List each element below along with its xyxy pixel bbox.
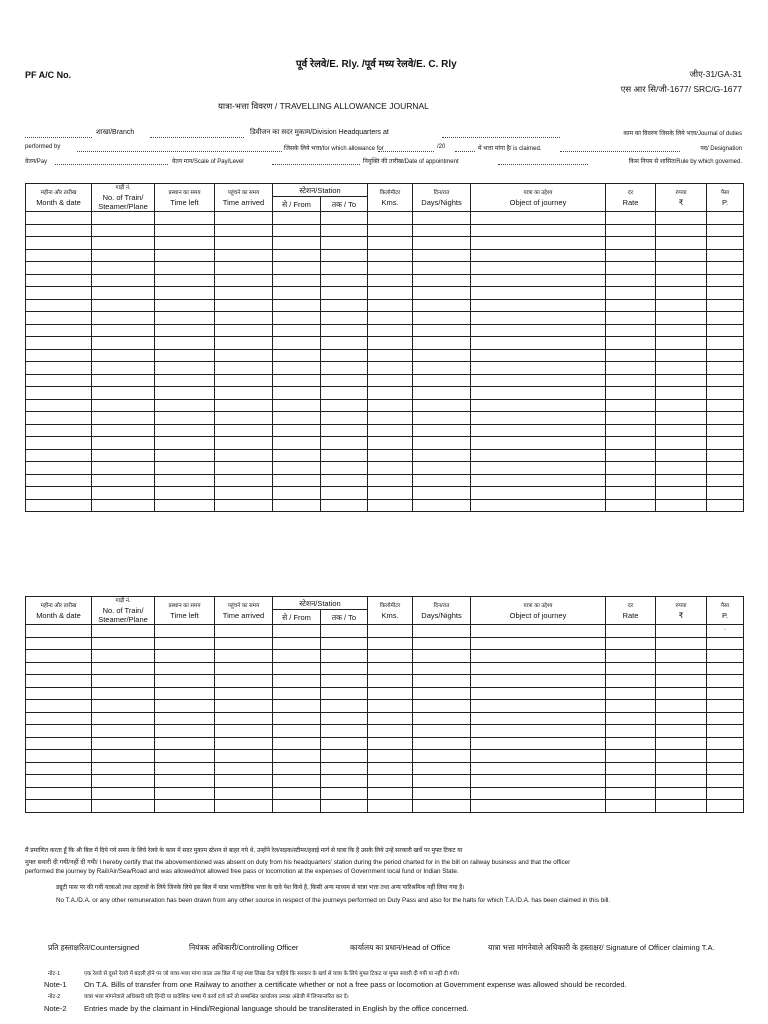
col-month-date: महीना और तारीख Month & date — [26, 597, 92, 625]
certificate-line-1: मैं प्रमाणित करता हूँ कि श्री बिल में दिये गये समय के लिये रेलवे के काम में सदर मुकाम स्टेशन से बाहर गये थे, उन्होंने रेल/सड़क/स्टीमर/हवाई मार्ग से यात्रा कि है उसके लिये उन्हें सरकारी खर्चे पर मुफ्त टिकट या — [25, 848, 463, 854]
table-row[interactable] — [26, 775, 744, 788]
table-row[interactable] — [26, 424, 744, 437]
form-code-ga: जीए-31/GA-31 — [689, 69, 742, 79]
table-row[interactable] — [26, 262, 744, 275]
branch-label: शाखा/Branch — [96, 129, 135, 136]
date-of-appointment-field[interactable] — [498, 164, 588, 165]
countersigned-label: प्रति हस्ताक्षरित/Countersigned — [48, 943, 140, 952]
journal-table-2 — [25, 596, 744, 813]
note-2-text: Entries made by the claimant in Hindi/Regional language should be transliterated in English by the office concerned. — [84, 1004, 469, 1013]
col-time-left: प्रस्थान का समय Time left — [155, 597, 215, 625]
designation-label: पद/ Designation — [700, 146, 742, 152]
col-paise: पैसा P. — [707, 184, 744, 212]
table-row[interactable] — [26, 249, 744, 262]
certificate-line-4: ड्यूटी पास पर की गयी यात्राओं तथा ठहरावों के लिये जिनके लिये इस बिल में यात्रा भत्ता/दैनिक भत्ता के दावे पेश किये है, किसी अन्य माध्यम से यात्रा भत्ता तथा अन्य पारिश्रमिक नहीं लिया गया है। — [56, 885, 465, 891]
certificate-line-5: No T.A./D.A. or any other remuneration has been drawn from any other source in respect of the journeys performed on Duty Pass and also for the halts for which T.A./D.A. has been claimed in this bill. — [56, 897, 611, 904]
table-row[interactable] — [26, 287, 744, 300]
table-row[interactable] — [26, 324, 744, 337]
table-row[interactable] — [26, 787, 744, 800]
table-row[interactable] — [26, 675, 744, 688]
table-row[interactable] — [26, 337, 744, 350]
table-row[interactable] — [26, 224, 744, 237]
head-of-office-label: कार्यालय का प्रधान/Head of Office — [350, 943, 451, 952]
journal-title: यात्रा-भत्ता विवरण / TRAVELLING ALLOWANCE JOURNAL — [218, 101, 429, 111]
table-row[interactable] — [26, 700, 744, 713]
table-row[interactable] — [26, 800, 744, 813]
controlling-officer-label: नियंत्रक अधिकारी/Controlling Officer — [189, 943, 299, 952]
performed-by-field[interactable] — [77, 151, 282, 152]
table-row[interactable] — [26, 712, 744, 725]
col-object: यात्रा का उद्देश्य Object of journey — [471, 184, 606, 212]
journal-duties-label: काम का विवरण जिसके लिये भत्ता/Journal of duties — [623, 131, 742, 137]
col-days-nights: दिन/रात Days/Nights — [413, 597, 471, 625]
table-row[interactable] — [26, 499, 744, 512]
table-row[interactable] — [26, 349, 744, 362]
form-code-src: एस आर सि/जी-1677/ SRC/G-1677 — [620, 84, 742, 94]
is-claimed-label: में भत्ता मांगा है/ is claimed. — [478, 146, 542, 152]
col-time-arrived: पहुंचने का समय Time arrived — [215, 597, 273, 625]
table-row[interactable] — [26, 625, 744, 638]
performed-by-label: performed by — [25, 144, 61, 150]
table-row[interactable] — [26, 374, 744, 387]
table-row[interactable] — [26, 750, 744, 763]
col-station-group: स्टेशन/Station — [273, 597, 368, 610]
scale-of-pay-field[interactable] — [272, 164, 360, 165]
col-station-to: तक / To — [321, 610, 368, 625]
branch-value-field[interactable] — [150, 137, 244, 138]
col-station-from: से / From — [273, 197, 321, 212]
col-rupees: रुपया ₹ — [656, 597, 707, 625]
note-2-label: Note-2 — [44, 1004, 67, 1013]
year-prefix: /20 — [437, 144, 446, 150]
col-rate: दर Rate — [606, 597, 656, 625]
scale-of-pay-label: वेतन मान/Scale of Pay/Level — [172, 159, 244, 165]
col-days-nights: दिन/रात Days/Nights — [413, 184, 471, 212]
journal-table-2-body[interactable] — [26, 625, 744, 813]
col-rate: दर Rate — [606, 184, 656, 212]
col-kms: किलोमीटर Kms. — [368, 597, 413, 625]
table-row[interactable] — [26, 762, 744, 775]
table-row[interactable] — [26, 387, 744, 400]
table-row[interactable] — [26, 237, 744, 250]
table-row[interactable] — [26, 650, 744, 663]
journal-table-1 — [25, 183, 744, 512]
division-hq-field[interactable] — [442, 137, 560, 138]
table-row[interactable] — [26, 487, 744, 500]
pay-field[interactable] — [55, 164, 168, 165]
col-station-to: तक / To — [321, 197, 368, 212]
table-row[interactable] — [26, 399, 744, 412]
rule-label: किस नियम से शासित/Rule by which governed. — [628, 159, 742, 165]
table-row[interactable] — [26, 362, 744, 375]
col-kms: किलोमीटर Kms. — [368, 184, 413, 212]
col-station-group: स्टेशन/Station — [273, 184, 368, 197]
col-station-from: से / From — [273, 610, 321, 625]
claiming-officer-signature-label: यात्रा भत्ता मांगनेवाले अधिकारी के हस्ताक्षर/ Signature of Officer claiming T.A. — [488, 943, 715, 952]
table-row[interactable] — [26, 312, 744, 325]
certificate-line-2: मुफ्त सवारी दी गयी/नहीं दी गयी/ I hereby certify that the abovementioned was absent on duty from his headquarters' station during the period charted for in the bill on railway business and that the officer — [25, 859, 571, 866]
table-row[interactable] — [26, 662, 744, 675]
branch-field[interactable] — [25, 137, 92, 138]
note-1-text: On T.A. Bills of transfer from one Railway to another a certificate whether or not a free pass or locomotion at Government expense was allowed should be recorded. — [84, 980, 627, 989]
col-month-date: महीना और तारीख Month & date — [26, 184, 92, 212]
certificate-line-3: performed the journey by Rail/Air/Sea/Road and was allowed/not allowed free pass or locomotion at the expenses of Government local fund or Indian State. — [25, 868, 459, 875]
journal-table-1-body[interactable] — [26, 212, 744, 512]
year-field[interactable] — [455, 151, 475, 152]
division-hq-label: डिवीजन का सदर मुकाम/Division Headquarters at — [250, 129, 389, 136]
note-hi-2-text: यात्रा भत्ता मांगनेवाले अधिकारी यदि हिन्दी या प्रादेशिक भाषा में कार्य दर्ज करें तो सम्बन्धित कार्यालय उनका अंग्रेजी में लिप्यान्तरित कर दें। — [84, 994, 349, 1000]
table-row[interactable] — [26, 737, 744, 750]
table-row[interactable] — [26, 462, 744, 475]
pay-label: वेतन/Pay — [25, 159, 48, 165]
table-row[interactable] — [26, 412, 744, 425]
col-object: यात्रा का उद्देश्य Object of journey — [471, 597, 606, 625]
col-time-left: प्रस्थान का समय Time left — [155, 184, 215, 212]
note-hi-1-text: एक रेलवे से दूसरे रेलवे में बदली होने पर जो यात्रा-भत्ता मांगा जाता उस बिल में यह स्पष्ट लिखा देना चाहिये कि सरकार के खर्च से यात्रा के लिये मुफ्त टिकट या मुफ्त सवारी दी गयी या नहीं दी गयी। — [84, 971, 460, 977]
table-row[interactable] — [26, 687, 744, 700]
note-hi-1-label: नोट-1 — [48, 971, 61, 977]
table-row[interactable] — [26, 212, 744, 225]
col-train-no: गाड़ी नं. No. of Train/ Steamer/Plane — [92, 597, 155, 625]
note-hi-2-label: नोट-2 — [48, 994, 61, 1000]
date-of-appointment-label: नियुक्ति की तारीख/Date of appointment — [363, 159, 459, 165]
pf-account-label: PF A/C No. — [25, 70, 72, 80]
col-train-no: गाड़ी नं. No. of Train/ Steamer/Plane — [92, 184, 155, 212]
note-1-label: Note-1 — [44, 980, 67, 989]
table-row[interactable] — [26, 725, 744, 738]
table-row[interactable] — [26, 437, 744, 450]
table-row[interactable] — [26, 274, 744, 287]
claimed-detail-field[interactable] — [560, 151, 680, 152]
table-row[interactable] — [26, 449, 744, 462]
form-title: पूर्व रेलवे/E. Rly. /पूर्व मध्य रेलवे/E. C. Rly — [296, 59, 457, 70]
col-time-arrived: पहुंचने का समय Time arrived — [215, 184, 273, 212]
allowance-for-label: जिसके लिये भत्ता/for which allowance for — [284, 146, 384, 152]
allowance-for-field[interactable] — [378, 151, 434, 152]
table-row[interactable] — [26, 637, 744, 650]
table-row[interactable] — [26, 474, 744, 487]
stray-mark: . — [707, 625, 744, 638]
col-paise: पैसा P. — [707, 597, 744, 625]
table-row[interactable] — [26, 299, 744, 312]
col-rupees: रुपया ₹ — [656, 184, 707, 212]
